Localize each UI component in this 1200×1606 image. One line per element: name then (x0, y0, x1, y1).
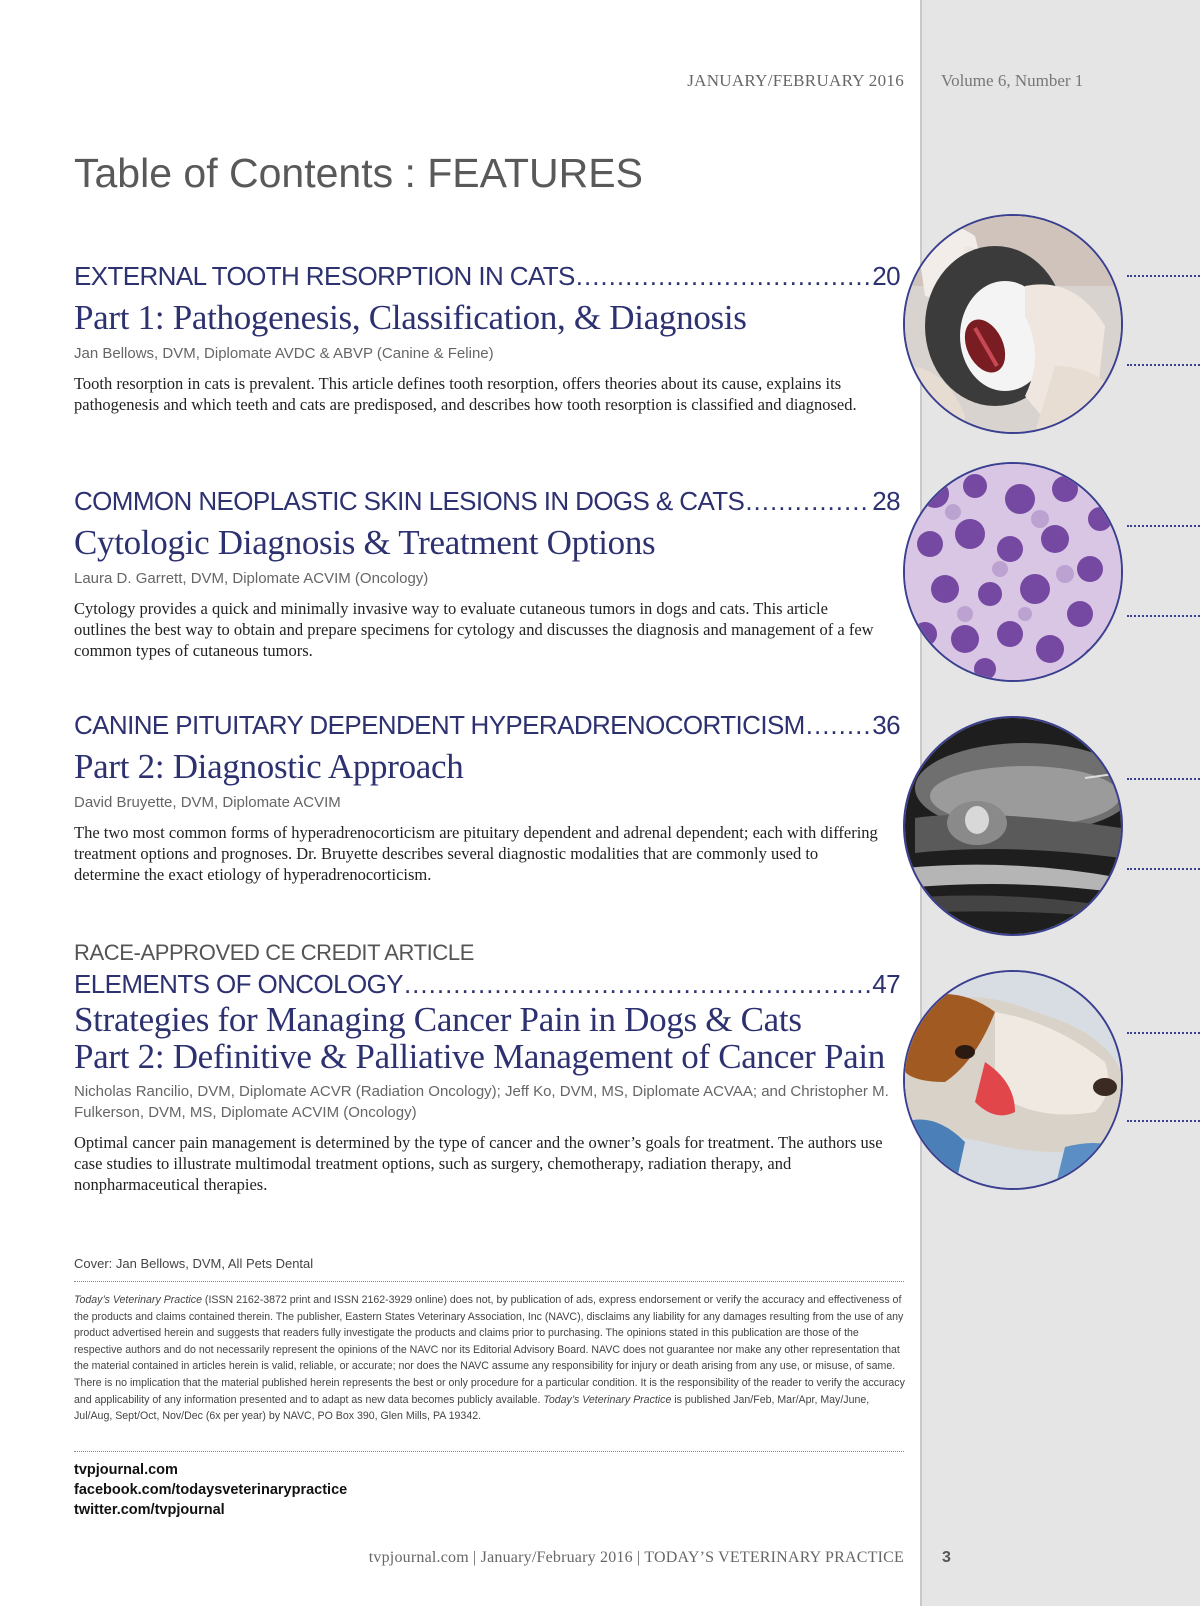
feature-description: The two most common forms of hyperadrenocorticism are pituitary dependent and adrenal dependent; each with differing treatment options and prognoses. Dr. Bruyette describes several diagnostic modalities that are commonly used to determine the exact etiology of hyperadrenocorticism. (74, 823, 878, 884)
publication-name: Today’s Veterinary Practice (543, 1393, 672, 1406)
disclaimer-text: is published Jan/Feb, Mar/Apr, May/June, Jul/Aug, Sept/Oct, Nov/Dec (6x per year) by NAVC, PO Box 390, Glen Mills, PA 19342. (74, 1393, 870, 1423)
feature-description: Optimal cancer pain management is determined by the type of cancer and the owner’s goals for treatment. The authors use case studies to illustrate multimodal treatment options, such as surgery, chemotherapy, radiation therapy, and nonpharmaceutical therapies. (74, 1133, 883, 1194)
social-links (74, 1460, 347, 1520)
page-footer: tvpjournal.com | January/February 2016 | TODAY’S VETERINARY PRACTICE (368, 1549, 904, 1566)
feature-description: Tooth resorption in cats is prevalent. This article defines tooth resorption, offers theories about its cause, explains its pathogenesis and which teeth and cats are predisposed, and describes how tooth resorption is classified and diagnosed. (74, 374, 857, 414)
cytology-image (903, 462, 1123, 682)
decorative-dotted-line (1127, 364, 1200, 366)
feature-title[interactable]: Strategies for Managing Cancer Pain in Dogs & Cats (74, 1000, 802, 1039)
leader-dots (806, 708, 872, 742)
decorative-dotted-line (1127, 1120, 1200, 1122)
feature-heading[interactable] (74, 708, 900, 742)
feature-heading[interactable] (74, 484, 900, 518)
feature-title[interactable]: Cytologic Diagnosis & Treatment Options (74, 523, 656, 562)
feature-heading[interactable] (74, 967, 900, 1001)
dotted-divider (74, 1281, 904, 1282)
decorative-dotted-line (1127, 868, 1200, 870)
feature-authors: Laura D. Garrett, DVM, Diplomate ACVIM (Oncology) (74, 570, 429, 587)
feature-page-number[interactable]: 20 (872, 261, 900, 291)
feature-page-number[interactable]: 36 (872, 710, 900, 740)
feature-page-number[interactable]: 28 (872, 486, 900, 516)
decorative-dotted-line (1127, 275, 1200, 277)
dog-patient-image (903, 970, 1123, 1190)
feature-description: Cytology provides a quick and minimally invasive way to evaluate cutaneous tumors in dogs and cats. This article outlines the best way to obtain and prepare specimens for cytology and discusses the diagnosis and management of a few common types of cutaneous tumors. (74, 599, 874, 660)
cytology-micrograph-photo (905, 464, 1121, 680)
mri-scan-image (903, 716, 1123, 936)
disclaimer-text: (ISSN 2162-3872 print and ISSN 2162-3929 online) does not, by publication of ads, express endorsement or verify the accuracy and effectiveness of the products and claims contained therein. The publisher, Eastern States Veterinary Association, Inc (NAVC), disclaims any liability for any damages resulting from the use of any product advertised herein and suggests that readers fully investigate the products and claims prior to purchasing. The opinions stated in this publication are those of the respective authors and do not necessarily represent the opinions of the NAVC nor its Editorial Advisory Board. NAVC does not guarantee nor make any other representation that the material contained in articles herein is valid, reliable, or accurate; nor does the NAVC assume any responsibility for injury or death arising from any use, or misuse, of same. There is no implication that the material published herein represents the best or only procedure for a particular condition. It is the responsibility of the reader to verify the accuracy and applicability of any information presented and to adapt as new data becomes publicly available. (74, 1294, 905, 1406)
mri-scan-photo (905, 718, 1121, 934)
leader-dots (576, 259, 872, 293)
issue-date: JANUARY/FEBRUARY 2016 (687, 71, 904, 90)
feature-title[interactable]: Part 2: Diagnostic Approach (74, 747, 464, 786)
feature-authors: David Bruyette, DVM, Diplomate ACVIM (74, 794, 341, 811)
decorative-dotted-line (1127, 778, 1200, 780)
dotted-divider (74, 1451, 904, 1452)
decorative-dotted-line (1127, 615, 1200, 617)
feature-category[interactable]: EXTERNAL TOOTH RESORPTION IN CATS (74, 261, 575, 291)
facebook-link[interactable]: facebook.com/todaysveterinarypractice (74, 1482, 348, 1498)
leader-dots (404, 967, 871, 1001)
feature-page-number[interactable]: 47 (872, 969, 900, 999)
page-number: 3 (942, 1549, 951, 1566)
decorative-dotted-line (1127, 1032, 1200, 1034)
page-title: Table of Contents : FEATURES (74, 150, 643, 196)
cat-dental-exam-image (903, 214, 1123, 434)
feature-category[interactable]: CANINE PITUITARY DEPENDENT HYPERADRENOCORTICISM (74, 710, 805, 740)
publication-name: Today’s Veterinary Practice (74, 1294, 202, 1306)
feature-title-line2[interactable]: Part 2: Definitive & Palliative Management of Cancer Pain (74, 1037, 886, 1076)
ce-credit-label: RACE-APPROVED CE CREDIT ARTICLE (74, 940, 474, 965)
feature-authors: Nicholas Rancilio, DVM, Diplomate ACVR (Radiation Oncology); Jeff Ko, DVM, MS, Diplomate ACVAA; and Christopher M. Fulkerson, DVM, MS, Diplomate ACVIM (Oncology) (74, 1083, 889, 1121)
cat-dental-exam-photo (905, 216, 1121, 432)
feature-item (74, 484, 900, 661)
feature-item (74, 708, 900, 885)
cover-credit: Cover: Jan Bellows, DVM, All Pets Dental (74, 1256, 314, 1271)
website-link[interactable]: tvpjournal.com (74, 1462, 178, 1478)
decorative-dotted-line (1127, 525, 1200, 527)
twitter-link[interactable]: twitter.com/tvpjournal (74, 1502, 225, 1518)
feature-category[interactable]: COMMON NEOPLASTIC SKIN LESIONS IN DOGS & CATS (74, 486, 745, 516)
feature-heading[interactable] (74, 259, 900, 293)
feature-title[interactable]: Part 1: Pathogenesis, Classification, & Diagnosis (74, 298, 747, 337)
dog-patient-photo (905, 972, 1121, 1188)
leader-dots (745, 484, 871, 518)
publication-disclaimer (74, 1292, 906, 1425)
feature-authors: Jan Bellows, DVM, Diplomate AVDC & ABVP (Canine & Feline) (74, 345, 494, 362)
feature-item (74, 939, 900, 1195)
volume-number: Volume 6, Number 1 (941, 71, 1084, 90)
feature-category[interactable]: ELEMENTS OF ONCOLOGY (74, 969, 403, 999)
feature-item (74, 259, 900, 415)
